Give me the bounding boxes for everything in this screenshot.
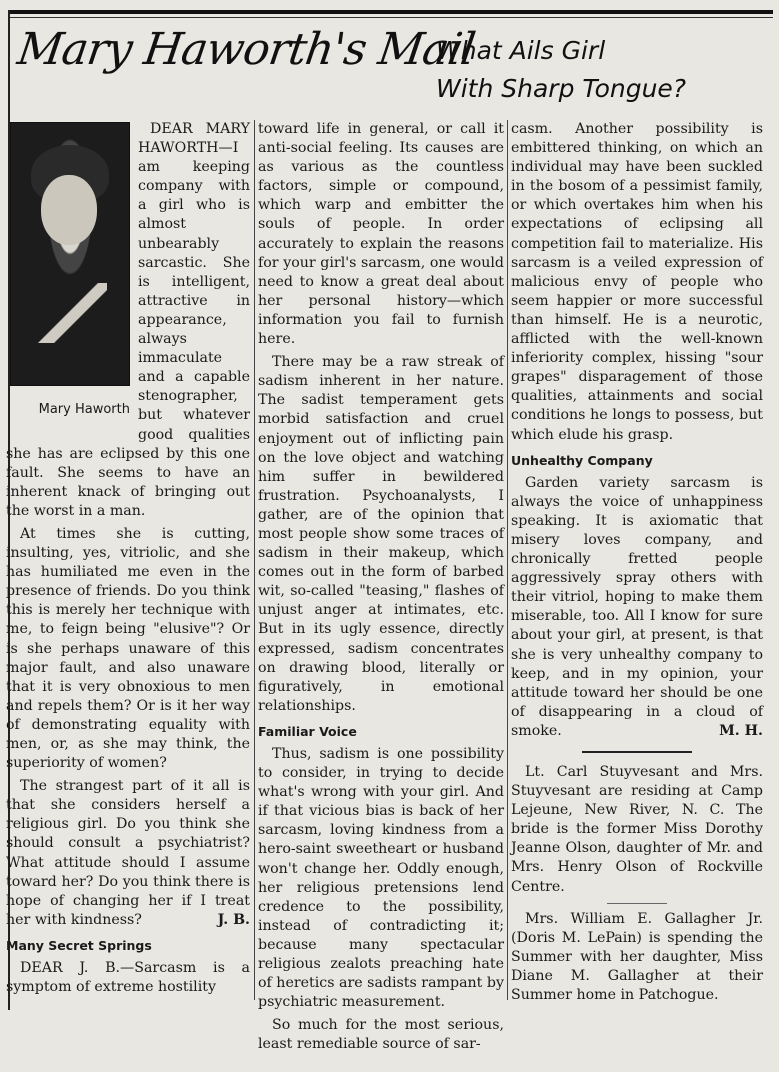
column-divider-1 — [254, 120, 255, 1000]
photo-caption: Mary Haworth — [38, 402, 130, 417]
notice-stuyvesant: Lt. Carl Stuyvesant and Mrs. Stuyvesant are residing at Camp Lejeune, New River, N. C. The bride is the former Miss Dorothy Jeanne Olson, daughter of Mr. and Mrs. Henry Olson of Rockville Centre. — [511, 764, 763, 895]
letter-paragraph-2: At times she is cutting, insulting, yes, vitriolic, and she has humiliated me even in the presence of friends. Do you think this is merely her technique with me, to feign being "elusive"? Or is she perhaps unaware of this major fault, and also unaware that it is very obnoxious to men and repels them? Or is it her way of demonstrating equality with men, or, as she may think, the superiority of women? — [6, 525, 250, 772]
reply-paragraph-2: There may be a raw streak of sadism inherent in her nature. The sadist temperament gets morbid satisfaction and cruel enjoyment out of inflicting pain on the love object and watching him suffer in bewildered frustration. Psychoanalysts, I gather, are of the opinion that most people show some traces of sadism in their makeup, which comes out in the form of barbed wit, so-called "teasing," flashes of unjust anger at intimates, etc. But in its ugly essence, directly expressed, sadism concentrates on drawing blood, literally or figuratively, in emotional relationships. — [258, 354, 504, 714]
top-rule-thin — [8, 17, 773, 18]
photo-face — [41, 175, 97, 245]
notice-gallagher: Mrs. William E. Gallagher Jr. (Doris M. LePain) is spending the Summer with her daughter, Miss Diane M. Gallagher at their Summer home in Patchogue. — [511, 910, 763, 1004]
column-1 — [6, 120, 250, 1001]
reply-paragraph-5: casm. Another possibility is embittered thinking, on which an individual may have been suckled in the bosom of a pessimist family, or which overtakes him when his expectations of eclipsing all competition fail to materialize. His sarcasm is a veiled expression of malicious envy of people who seem happier or more successful than himself. He is a neurotic, afflicted with the well-known inferiority complex, hissing "sour grapes" disparagement of those qualities, attainments and social conditions he longs to possess, but which elude his grasp. — [511, 121, 763, 443]
column-3 — [511, 120, 763, 1009]
reply-signature: M. H. — [719, 722, 763, 739]
reply-paragraph-3: Thus, sadism is one possibility to consider, in trying to decide what's wrong with your girl. And if that vicious bias is back of her sarcasm, loving kindness from a hero-saint sweetheart or husband won't change her. Oddly enough, her religious pretensions lend credence to the possibility, instead of contradicting it; because many spectacular religious zealots preaching hate of heretics are sadists rampant by psychiatric measurement. — [258, 746, 504, 1011]
letter-intro: DEAR MARY HAWORTH—I am keeping company with a girl who is almost unbearably sarcastic. She is intelligent, attractive in appearance, always immaculate and a capable stenographer, but whatever good qualities she has are eclipsed by this one fault. She seems to have an inherent knack of bringing out the worst in a man. — [6, 121, 250, 519]
column-masthead — [14, 24, 478, 108]
top-rule — [8, 10, 773, 14]
social-notices — [511, 763, 763, 1005]
reply-paragraph-4: So much for the most serious, least remediable source of sar- — [258, 1017, 504, 1053]
article-headline — [436, 32, 766, 108]
author-photo-block — [6, 122, 130, 426]
separator-rule — [582, 751, 692, 753]
subhead-unhealthy-company: Unhealthy Company — [511, 452, 653, 468]
reply-paragraph-1: toward life in general, or call it anti-social feeling. Its causes are as various as the countless factors, simple or compound, which warp and embitter the souls of people. In order accurately to explain the reasons for your girl's sarcasm, one would need to know a great deal about her personal history—which information you fail to furnish here. — [258, 121, 504, 348]
photo-collar — [33, 283, 107, 343]
column-divider-2 — [507, 120, 508, 1000]
column-2 — [258, 120, 504, 1059]
author-photo — [10, 122, 130, 386]
headline-line-2: With Sharp Tongue? — [436, 74, 687, 103]
letter-paragraph-3-text: The strangest part of it all is that she considers herself a religious girl. Do you think she should consult a psychiatrist? What attitude should I assume toward her? Do you think there is hope of changing her if I treat her with kindness? — [6, 778, 250, 928]
reply-paragraph-6-text: Garden variety sarcasm is always the voice of unhappiness speaking. It is axiomatic that misery loves company, and chronically fretted people aggressively spray others with their vitriol, hoping to make them miserable, too. All I know for sure about your girl, at present, is that she is very unhealthy company to keep, and in my opinion, your attitude toward her should be one of disappearing in a cloud of smoke. — [511, 474, 763, 739]
reply-opening: DEAR J. B.—Sarcasm is a symptom of extreme hostility — [6, 960, 250, 996]
subhead-familiar-voice: Familiar Voice — [258, 723, 357, 739]
headline-line-1: What Ails Girl — [436, 36, 606, 65]
letter-signature: J. B. — [217, 911, 250, 928]
reply-paragraph-6 — [511, 474, 763, 741]
subhead-many-secret-springs: Many Secret Springs — [6, 937, 152, 953]
letter-paragraph-3 — [6, 777, 250, 930]
masthead-title: Mary Haworth's Mail — [14, 24, 478, 75]
separator-rule-2 — [607, 903, 667, 904]
